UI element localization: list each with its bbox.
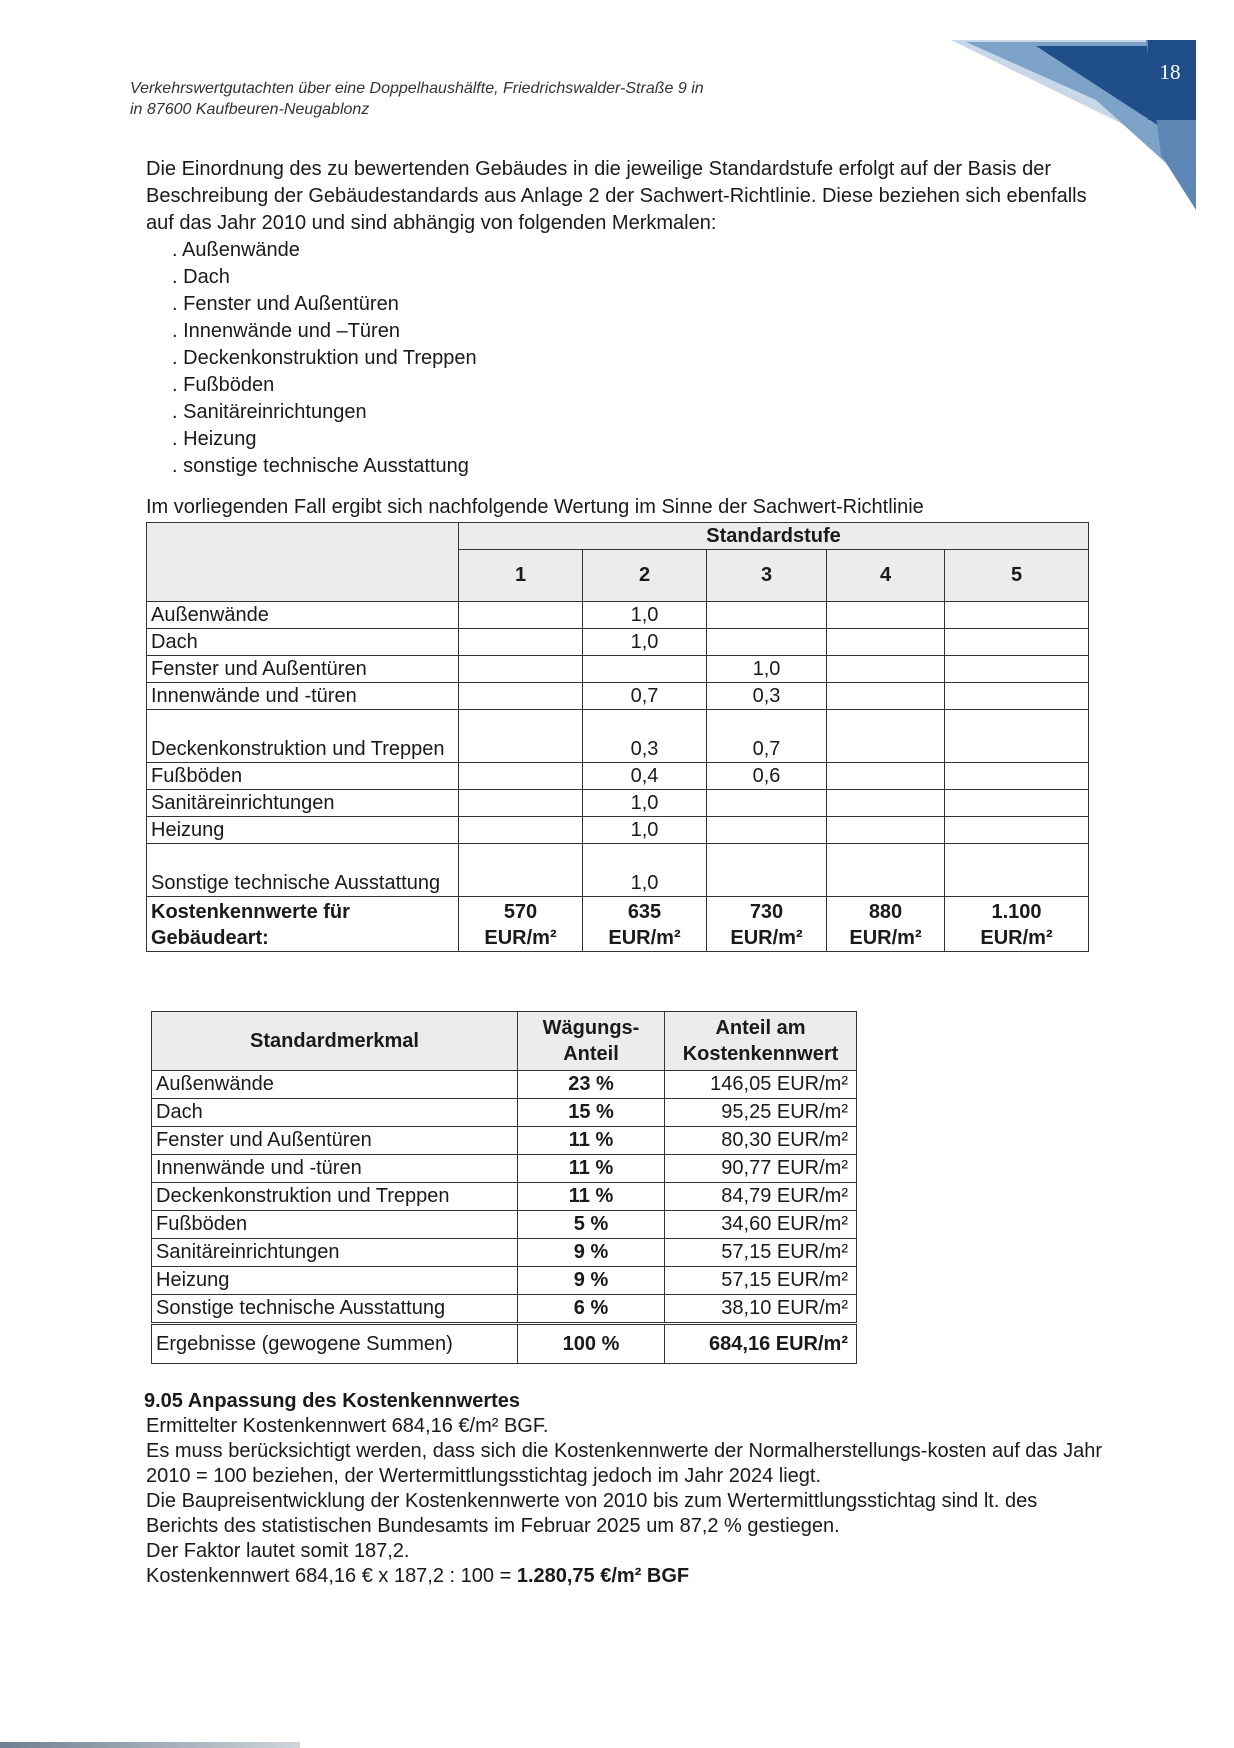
row-label: Außenwände <box>152 1071 518 1099</box>
cell <box>459 844 583 897</box>
row-label: Innenwände und -türen <box>147 683 459 710</box>
table-row <box>147 602 1089 629</box>
table-row <box>152 1267 857 1295</box>
cell: 1,0 <box>583 790 707 817</box>
table-row <box>152 1127 857 1155</box>
cost-value-cell <box>459 897 583 952</box>
cost-value: 635 <box>627 901 662 923</box>
cost-value: 570 <box>503 901 538 923</box>
cell <box>459 683 583 710</box>
weight: 6 % <box>518 1295 665 1324</box>
sum-weight: 100 % <box>518 1324 665 1364</box>
weight: 9 % <box>518 1239 665 1267</box>
amount: 57,15 EUR/m² <box>665 1267 857 1295</box>
cost-value: 730 <box>749 901 784 923</box>
table2-header-weight: Wägungs-Anteil <box>518 1012 665 1071</box>
list-item: . Heizung <box>172 426 1096 453</box>
amount: 38,10 EUR/m² <box>665 1295 857 1324</box>
table1-corner-cell <box>147 523 459 602</box>
row-label: Dach <box>152 1099 518 1127</box>
cell <box>827 629 945 656</box>
table-row <box>147 710 1089 763</box>
cell <box>707 629 827 656</box>
section-paragraph: Die Baupreisentwicklung der Kostenkennwerte von 2010 bis zum Wertermittlungsstichtag sind lt. des Berichts des statistischen Bundesamts im Februar 2025 um 87,2 % gestiegen. <box>146 1490 1038 1537</box>
section-paragraph: Ermittelter Kostenkennwert 684,16 €/m² BGF. <box>146 1415 549 1437</box>
list-item: . Innenwände und –Türen <box>172 318 1096 345</box>
cell <box>707 817 827 844</box>
cost-value-cell <box>707 897 827 952</box>
cell <box>459 629 583 656</box>
cell <box>459 656 583 683</box>
table2-sum-row <box>152 1324 857 1364</box>
table1-group-header: Standardstufe <box>459 523 1089 550</box>
table-row <box>152 1071 857 1099</box>
section-heading: 9.05 Anpassung des Kostenkennwertes <box>144 1390 521 1412</box>
table1-col-header: 3 <box>707 550 827 602</box>
sum-label: Ergebnisse (gewogene Summen) <box>152 1324 518 1364</box>
cell: 0,3 <box>707 683 827 710</box>
row-label: Fenster und Außentüren <box>152 1127 518 1155</box>
document-header <box>130 78 704 120</box>
amount: 95,25 EUR/m² <box>665 1099 857 1127</box>
table1-caption: Im vorliegenden Fall ergibt sich nachfolgende Wertung im Sinne der Sachwert-Richtlinie <box>146 496 924 518</box>
amount: 57,15 EUR/m² <box>665 1239 857 1267</box>
cell: 0,3 <box>583 710 707 763</box>
cell <box>827 710 945 763</box>
standard-level-table <box>146 522 1089 952</box>
list-item: . Außenwände <box>172 237 1096 264</box>
table-row <box>147 844 1089 897</box>
table1-footer-row <box>147 897 1089 952</box>
cell <box>827 602 945 629</box>
amount: 146,05 EUR/m² <box>665 1071 857 1099</box>
weight: 15 % <box>518 1099 665 1127</box>
row-label: Dach <box>147 629 459 656</box>
amount: 84,79 EUR/m² <box>665 1183 857 1211</box>
table-row <box>152 1239 857 1267</box>
row-label: Heizung <box>147 817 459 844</box>
table2-header-share: Anteil am Kostenkennwert <box>665 1012 857 1071</box>
cell <box>945 844 1089 897</box>
cell: 1,0 <box>583 817 707 844</box>
cost-value: 880 <box>868 901 903 923</box>
header-line-1: Verkehrswertgutachten über eine Doppelhaushälfte, Friedrichswalder-Straße 9 in <box>130 80 704 97</box>
section-paragraph: Es muss berücksichtigt werden, dass sich die Kostenkennwerte der Normalherstellungs-kosten auf das Jahr 2010 = 100 beziehen, der Wertermittlungsstichtag jedoch im Jahr 2024 liegt. <box>146 1440 1103 1487</box>
row-label: Außenwände <box>147 602 459 629</box>
list-item: . Dach <box>172 264 1096 291</box>
bottom-strip <box>0 1742 300 1748</box>
list-item: . Fußböden <box>172 372 1096 399</box>
sum-amount: 684,16 EUR/m² <box>665 1324 857 1364</box>
row-label: Deckenkonstruktion und Treppen <box>147 710 459 763</box>
amount: 34,60 EUR/m² <box>665 1211 857 1239</box>
cell <box>945 683 1089 710</box>
section-result-line <box>146 1564 1106 1589</box>
cost-unit: EUR/m² <box>730 927 803 949</box>
cell: 0,4 <box>583 763 707 790</box>
cell <box>827 844 945 897</box>
row-label: Sanitäreinrichtungen <box>152 1239 518 1267</box>
cost-unit: EUR/m² <box>608 927 681 949</box>
row-label: Sonstige technische Ausstattung <box>147 844 459 897</box>
row-label: Fenster und Außentüren <box>147 656 459 683</box>
table-row <box>147 790 1089 817</box>
amount: 90,77 EUR/m² <box>665 1155 857 1183</box>
cell <box>827 683 945 710</box>
table-row <box>152 1099 857 1127</box>
cell <box>827 817 945 844</box>
weight: 11 % <box>518 1155 665 1183</box>
cell <box>707 790 827 817</box>
result-prefix: Kostenkennwert 684,16 € x 187,2 : 100 = <box>146 1565 517 1587</box>
cell <box>459 817 583 844</box>
cost-unit: EUR/m² <box>484 927 557 949</box>
cost-value-cell <box>945 897 1089 952</box>
adjustment-section <box>146 1389 1106 1589</box>
list-item: . sonstige technische Ausstattung <box>172 453 1096 480</box>
cell <box>459 602 583 629</box>
weight: 11 % <box>518 1183 665 1211</box>
table-row <box>147 683 1089 710</box>
cost-unit: EUR/m² <box>980 927 1053 949</box>
table-row <box>152 1295 857 1324</box>
cell <box>707 844 827 897</box>
row-label: Innenwände und -türen <box>152 1155 518 1183</box>
weight: 11 % <box>518 1127 665 1155</box>
table-row <box>147 817 1089 844</box>
row-label: Heizung <box>152 1267 518 1295</box>
weight: 23 % <box>518 1071 665 1099</box>
table1-col-header: 5 <box>945 550 1089 602</box>
cell: 1,0 <box>707 656 827 683</box>
header-line-2: in 87600 Kaufbeuren-Neugablonz <box>130 101 370 118</box>
intro-paragraph: Die Einordnung des zu bewertenden Gebäudes in die jeweilige Standardstufe erfolgt auf der Basis der Beschreibung der Gebäudestandards aus Anlage 2 der Sachwert-Richtlinie. Diese beziehen sich ebenfalls auf das Jahr 2010 und sind abhängig von folgenden Merkmalen: <box>146 158 1087 234</box>
cell <box>945 763 1089 790</box>
list-item: . Fenster und Außentüren <box>172 291 1096 318</box>
intro-section <box>146 156 1096 480</box>
table2-header-feature: Standardmerkmal <box>152 1012 518 1071</box>
cell <box>945 817 1089 844</box>
table1-col-header: 2 <box>583 550 707 602</box>
cell <box>827 656 945 683</box>
list-item: . Sanitäreinrichtungen <box>172 399 1096 426</box>
amount: 80,30 EUR/m² <box>665 1127 857 1155</box>
cell <box>945 656 1089 683</box>
cell <box>707 602 827 629</box>
table-row <box>147 763 1089 790</box>
cost-value-cell <box>827 897 945 952</box>
row-label: Sanitäreinrichtungen <box>147 790 459 817</box>
cell <box>945 710 1089 763</box>
table-row <box>147 629 1089 656</box>
list-item: . Deckenkonstruktion und Treppen <box>172 345 1096 372</box>
cell: 0,7 <box>583 683 707 710</box>
cell: 0,6 <box>707 763 827 790</box>
table1-col-header: 1 <box>459 550 583 602</box>
cost-value: 1.100 <box>991 901 1042 923</box>
page-number: 18 <box>1159 60 1181 84</box>
row-label: Fußböden <box>152 1211 518 1239</box>
cell <box>459 710 583 763</box>
table-row <box>152 1183 857 1211</box>
cell: 0,7 <box>707 710 827 763</box>
cell: 1,0 <box>583 844 707 897</box>
weight: 9 % <box>518 1267 665 1295</box>
row-label: Deckenkonstruktion und Treppen <box>152 1183 518 1211</box>
cost-unit: EUR/m² <box>849 927 922 949</box>
cell <box>583 656 707 683</box>
result-value: 1.280,75 €/m² BGF <box>516 1565 690 1587</box>
cell <box>945 602 1089 629</box>
cell <box>459 763 583 790</box>
table1-col-header: 4 <box>827 550 945 602</box>
cost-value-cell <box>583 897 707 952</box>
cell: 1,0 <box>583 629 707 656</box>
criteria-list <box>146 237 1096 480</box>
table-row <box>152 1211 857 1239</box>
weighting-table <box>151 1011 857 1364</box>
row-label: Fußböden <box>147 763 459 790</box>
table-row <box>147 656 1089 683</box>
table-row <box>152 1155 857 1183</box>
cell <box>945 790 1089 817</box>
cell <box>827 790 945 817</box>
row-label: Sonstige technische Ausstattung <box>152 1295 518 1324</box>
cell <box>945 629 1089 656</box>
cell <box>827 763 945 790</box>
section-paragraph: Der Faktor lautet somit 187,2. <box>146 1540 410 1562</box>
cell <box>459 790 583 817</box>
footer-label: Kostenkennwerte für Gebäudeart: <box>147 897 459 952</box>
cell: 1,0 <box>583 602 707 629</box>
weight: 5 % <box>518 1211 665 1239</box>
